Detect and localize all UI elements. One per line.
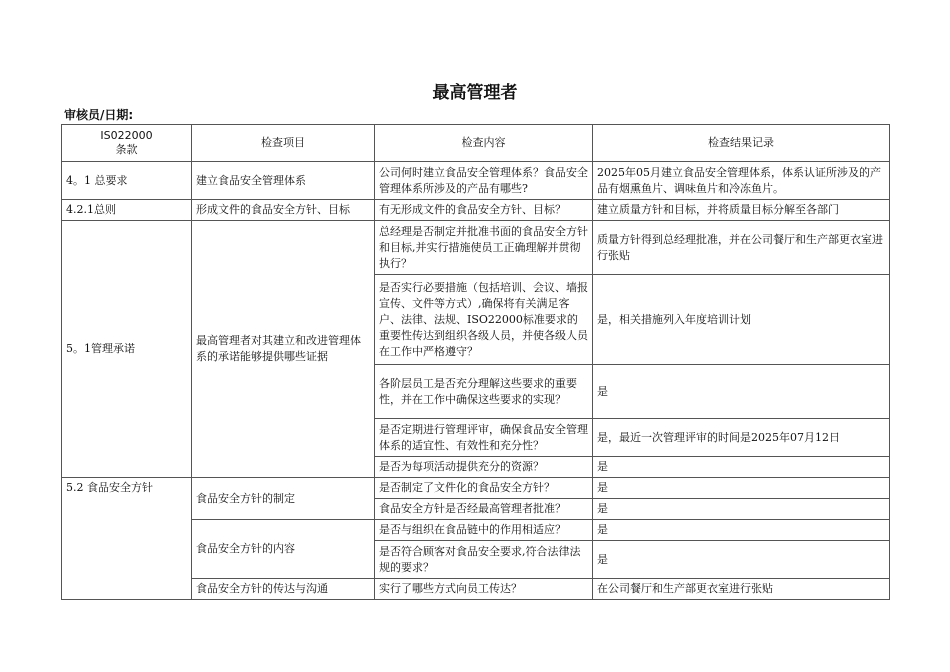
header-content: 检查内容: [375, 125, 593, 162]
result-cell: 在公司餐厅和生产部更衣室进行张贴: [593, 579, 890, 600]
clause-cell: 4。1 总要求: [62, 162, 192, 200]
result-cell: 建立质量方针和目标，并将质量目标分解至各部门: [593, 200, 890, 221]
item-cell: 最高管理者对其建立和改进管理体系的承诺能够提供哪些证据: [192, 221, 375, 478]
content-cell: 是否实行必要措施（包括培训、会议、墙报宣传、文件等方式）,确保将有关满足客户、法律、法规、ISO22000标准要求的重要性传达到组织各级人员，并使各级人员在工作中严格遵守？: [375, 275, 593, 365]
content-cell: 总经理是否制定并批准书面的食品安全方针和目标,并实行措施使员工正确理解并贯彻执行？: [375, 221, 593, 275]
content-cell: 各阶层员工是否充分理解这些要求的重要性，并在工作中确保这些要求的实现？: [375, 365, 593, 419]
result-cell: 2025年05月建立食品安全管理体系，体系认证所涉及的产品有烟熏鱼片、调味鱼片和冷冻鱼片。: [593, 162, 890, 200]
header-clause-line1: IS022000: [100, 129, 153, 142]
header-item: 检查项目: [192, 125, 375, 162]
table-header-row: [62, 125, 890, 162]
auditor-date-label: 审核员/日期:: [64, 108, 134, 122]
table-row: [62, 478, 890, 499]
item-cell: 建立食品安全管理体系: [192, 162, 375, 200]
table-row: [62, 162, 890, 200]
item-cell: 形成文件的食品安全方针、目标: [192, 200, 375, 221]
result-cell: 是: [593, 457, 890, 478]
header-clause: [62, 125, 192, 162]
header-result: 检查结果记录: [593, 125, 890, 162]
table-row: [62, 221, 890, 275]
item-cell: 食品安全方针的制定: [192, 478, 375, 520]
content-cell: 是否符合顾客对食品安全要求,符合法律法规的要求？: [375, 541, 593, 579]
audit-checklist-table: [61, 124, 890, 600]
table-row: [62, 200, 890, 221]
item-cell: 食品安全方针的内容: [192, 520, 375, 579]
result-cell: 是，相关措施列入年度培训计划: [593, 275, 890, 365]
clause-cell: 4.2.1总则: [62, 200, 192, 221]
item-cell: 食品安全方针的传达与沟通: [192, 579, 375, 600]
result-cell: 质量方针得到总经理批准，并在公司餐厅和生产部更衣室进行张贴: [593, 221, 890, 275]
content-cell: 是否制定了文件化的食品安全方针？: [375, 478, 593, 499]
clause-cell: 5.2 食品安全方针: [62, 478, 192, 600]
header-clause-line2: 条款: [115, 143, 138, 156]
result-cell: 是: [593, 365, 890, 419]
content-cell: 实行了哪些方式向员工传达？: [375, 579, 593, 600]
content-cell: 有无形成文件的食品安全方针、目标？: [375, 200, 593, 221]
page-title: 最高管理者: [432, 83, 518, 103]
content-cell: 食品安全方针是否经最高管理者批准？: [375, 499, 593, 520]
content-cell: 公司何时建立食品安全管理体系？食品安全管理体系所涉及的产品有哪些?: [375, 162, 593, 200]
result-cell: 是，最近一次管理评审的时间是2025年07月12日: [593, 419, 890, 457]
content-cell: 是否与组织在食品链中的作用相适应？: [375, 520, 593, 541]
content-cell: 是否为每项活动提供充分的资源？: [375, 457, 593, 478]
result-cell: 是: [593, 499, 890, 520]
content-cell: 是否定期进行管理评审，确保食品安全管理体系的适宜性、有效性和充分性？: [375, 419, 593, 457]
result-cell: 是: [593, 478, 890, 499]
result-cell: 是: [593, 541, 890, 579]
clause-cell: 5。1管理承诺: [62, 221, 192, 478]
result-cell: 是: [593, 520, 890, 541]
